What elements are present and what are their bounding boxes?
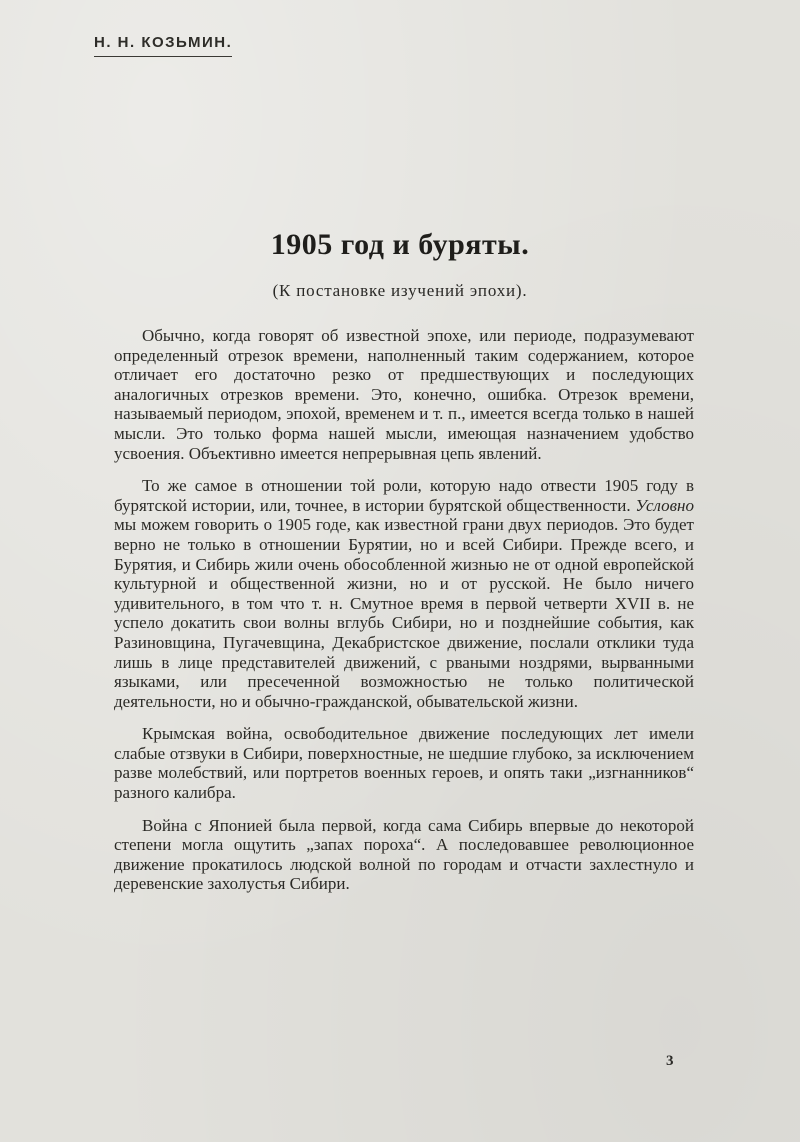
paragraph-2-text-end: мы можем говорить о 1905 годе, как известной грани двух периодов. Это будет верно не только в отношении Бурятии, но и всей Сибири. Прежде всего, и Бурятия, и Сибирь жили очень обособленной жизнью не от одной европейской культурной и общественной жизни, но и от русской. Не было ничего удивительного, в том что т. н. Смутное время в первой четверти XVII в. не успело докатить свои волны вглубь Сибири, но и позднейшие события, как Разиновщина, Пугачевщина, Декабристское движение, послали отклики туда лишь в лице представителей движений, с рваными ноздрями, вырванными языками, или пресеченной возможностью не только политической деятельности, но и обычно-гражданской, обывательской жизни. xyxy=(114,515,694,711)
paragraph-4: Война с Японией была первой, когда сама Сибирь впервые до некоторой степени могла ощутить „запах пороха“. А последовавшее революционное движение прокатилось людской волной по городам и отчасти захлестнуло и деревенские захолустья Сибири. xyxy=(114,815,694,894)
paragraph-3: Крымская война, освободительное движение последующих лет имели слабые отзвуки в Сибири, поверхностные, не шедшие глубоко, за исключением разве молебствий, или портретов военных героев, и опять таки „изгнанников“ разного калибра. xyxy=(114,724,694,803)
running-header-author: Н. Н. КОЗЬМИН. xyxy=(94,34,232,57)
paragraph-2-text-start: То же самое в отношении той роли, которую надо отвести 1905 году в бурятской истории, или, точнее, в истории бурятской общественности. xyxy=(114,476,694,515)
article-title: 1905 год и буряты. xyxy=(270,228,530,261)
article-subtitle: (К постановке изучений эпохи). xyxy=(272,281,528,300)
paragraph-2 xyxy=(114,476,694,711)
paragraph-2-italic-word: Условно xyxy=(635,495,694,515)
page-number: 3 xyxy=(666,1053,674,1069)
paragraph-1: Обычно, когда говорят об известной эпохе, или периоде, подразумевают определенный отрезок времени, наполненный таким содержанием, которое отличает его достаточно резко от предшествующих и последующих аналогичных отрезков времени. Это, конечно, ошибка. Отрезок времени, называемый периодом, эпохой, временем и т. п., имеется всегда только в нашей мысли. Это только форма нашей мысли, имеющая назначением удобство усвоения. Объективно имеется непрерывная цепь явлений. xyxy=(114,326,694,463)
article-body xyxy=(114,326,694,907)
